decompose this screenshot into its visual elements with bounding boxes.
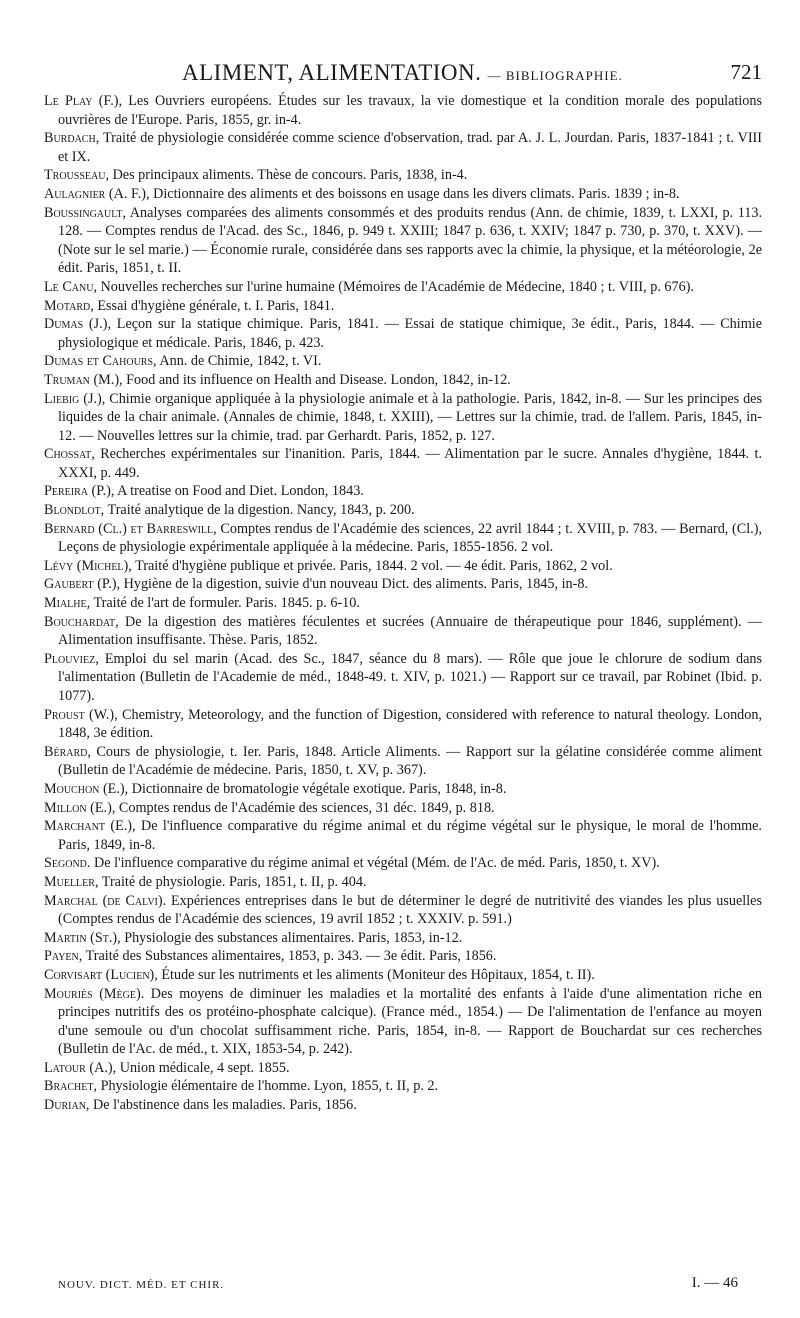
- entry-author: Truman (M.),: [44, 371, 123, 388]
- entry-author: Marchant (E.),: [44, 818, 136, 835]
- entry-text: De l'influence comparative du régime animal et du régime végétal sur le physique, le moral de l'homme. Paris, 1849, in-8.: [58, 818, 762, 853]
- bibliography-entry: [44, 557, 762, 576]
- entry-author: Liebig (J.),: [44, 390, 106, 407]
- entry-author: Mialhe,: [44, 595, 91, 612]
- bibliography-entry: [44, 315, 762, 352]
- bibliography-entry: [44, 650, 762, 706]
- bibliography-entry: [44, 297, 762, 316]
- entry-text: Des principaux aliments. Thèse de concours. Paris, 1838, in-4.: [109, 167, 468, 184]
- entry-text: Chimie organique appliquée à la physiologie animale et à la pathologie. Paris, 1842, in-8. — Sur les principes des liquides de la chair animale. (Annales de chimie, 1848, t. XXIII), — Lettres sur la chimie, trad. de l'allem. Paris, 1845, in-12. — Nouvelles lettres sur la chimie, trad. par Gerhardt. Paris, 1852, p. 127.: [58, 390, 763, 444]
- bibliography-entry: [44, 1096, 762, 1115]
- entry-author: Corvisart (Lucien),: [44, 966, 158, 983]
- entry-author: Burdach,: [44, 130, 100, 147]
- bibliography-entry: [44, 92, 762, 129]
- running-header: [44, 58, 762, 90]
- entry-text: Traité de physiologie. Paris, 1851, t. II, p. 404.: [98, 873, 367, 890]
- entry-author: Bernard (Cl.) et Barreswill,: [44, 520, 217, 537]
- entry-author: Millon (E.),: [44, 799, 116, 816]
- entry-text: Expériences entreprises dans le but de déterminer le degré de nutritivité des viandes les plus usuelles (Comptes rendus de l'Académie des sciences, 19 avril 1852 ; t. XXXIV. p. 591.): [58, 892, 762, 928]
- entry-text: Cours de physiologie, t. Ier. Paris, 1848. Article Aliments. — Rapport sur la gélatine considérée comme aliment (Bulletin de l'Académie de médecine. Paris, 1850, t. XV, p. 367).: [58, 743, 762, 779]
- entry-text: De la digestion des matières féculentes et sucrées (Annuaire de thérapeutique pour 1846, supplément). — Alimentation insuffisante. Thèse. Paris, 1852.: [58, 613, 762, 649]
- header-title-text: ALIMENT, ALIMENTATION.: [182, 60, 482, 85]
- footer-sheet-number: I. — 46: [691, 1275, 738, 1291]
- entry-text: Dictionnaire de bromatologie végétale exotique. Paris, 1848, in-8.: [128, 780, 507, 797]
- entry-text: Comptes rendus de l'Académie des sciences, 22 avril 1844 ; t. XVIII, p. 783. — Bernard, (Cl.), Leçons de physiologie expérimentale appliquée à la médecine. Paris, 1855-1856. 2 vol.: [58, 520, 762, 556]
- bibliography-entry: [44, 1077, 762, 1096]
- bibliography-entry: [44, 743, 762, 780]
- header-subtitle: — BIBLIOGRAPHIE.: [487, 68, 623, 83]
- entry-author: Martin (St.),: [44, 929, 121, 946]
- entry-text: Traité des Substances alimentaires, 1853, p. 343. — 3e édit. Paris, 1856.: [82, 948, 497, 965]
- bibliography-entry: [44, 594, 762, 613]
- entry-text: Physiologie des substances alimentaires. Paris, 1853, in-12.: [120, 929, 463, 946]
- entry-text: Dictionnaire des aliments et des boissons en usage dans les divers climats. Paris. 1839 ; in-8.: [149, 185, 680, 202]
- entry-author: Proust (W.),: [44, 706, 118, 723]
- entry-text: Traité analytique de la digestion. Nancy, 1843, p. 200.: [104, 502, 415, 519]
- bibliography-entry: [44, 166, 762, 185]
- bibliography-entry: [44, 854, 762, 873]
- entry-author: Motard,: [44, 297, 94, 314]
- entry-author: Segond.: [44, 855, 91, 872]
- bibliography-entry: [44, 1059, 762, 1078]
- entry-text: Traité de physiologie considérée comme science d'observation, trad. par A. J. L. Jourdan. Paris, 1837-1841 ; t. VIII et IX.: [58, 130, 762, 165]
- entry-text: Food and its influence on Health and Disease. London, 1842, in-12.: [122, 371, 511, 388]
- entry-author: Mouriès (Mège).: [44, 985, 145, 1002]
- entry-text: Hygiène de la digestion, suivie d'un nouveau Dict. des aliments. Paris, 1845, in-8.: [120, 576, 588, 593]
- bibliography-entry: [44, 613, 762, 650]
- footer-signature: NOUV. DICT. MÉD. ET CHIR.: [58, 1279, 225, 1291]
- entry-author: Mueller,: [44, 873, 99, 890]
- entry-text: Traité d'hygiène publique et privée. Paris, 1844. 2 vol. — 4e édit. Paris, 1862, 2 vol.: [131, 557, 613, 574]
- entry-text: Ann. de Chimie, 1842, t. VI.: [156, 353, 322, 370]
- entry-text: Nouvelles recherches sur l'urine humaine (Mémoires de l'Académie de Médecine, 1840 ; t. VIII, p. 676).: [97, 278, 694, 295]
- bibliography-entry: [44, 706, 762, 743]
- bibliography-entry: [44, 966, 762, 985]
- entry-author: Boussingault,: [44, 204, 127, 221]
- bibliography-entry: [44, 445, 762, 482]
- bibliography-entry: [44, 129, 762, 166]
- bibliography-list: [44, 92, 762, 1115]
- entry-text: Union médicale, 4 sept. 1855.: [116, 1059, 290, 1076]
- bibliography-entry: [44, 278, 762, 297]
- entry-text: Essai d'hygiène générale, t. I. Paris, 1841.: [93, 297, 335, 314]
- bibliography-entry: [44, 520, 762, 557]
- entry-author: Payen,: [44, 948, 83, 965]
- entry-author: Lévy (Michel),: [44, 557, 132, 574]
- entry-text: Des moyens de diminuer les maladies et la mortalité des enfants à l'aide d'une alimentation riche en principes nutritifs des os protéino-phosphate calcique). (France méd., 1854.) — De l'alimentation de l'enfance au moyen d'une semoule ou d'un chocolat suffisamment riche. Paris, 1854, in-8. — Rapport de Bouchardat sur ces recherches (Bulletin de l'Ac. de méd., t. XIX, 1853-54, p. 242).: [58, 985, 762, 1058]
- entry-text: Recherches expérimentales sur l'inanition. Paris, 1844. — Alimentation par le sucre. Annales d'hygiène, 1844. t. XXXI, p. 449.: [58, 446, 762, 481]
- entry-text: Comptes rendus de l'Académie des sciences, 31 déc. 1849, p. 818.: [115, 799, 495, 816]
- entry-author: Le Canu,: [44, 278, 97, 295]
- bibliography-entry: [44, 204, 762, 278]
- bibliography-entry: [44, 501, 762, 520]
- entry-author: Blondlot,: [44, 502, 105, 519]
- bibliography-entry: [44, 390, 762, 446]
- entry-author: Dumas (J.),: [44, 316, 111, 333]
- bibliography-entry: [44, 873, 762, 892]
- bibliography-entry: [44, 575, 762, 594]
- bibliography-entry: [44, 985, 762, 1059]
- entry-author: Bérard,: [44, 743, 91, 760]
- bibliography-entry: [44, 929, 762, 948]
- entry-text: A treatise on Food and Diet. London, 1843.: [114, 483, 364, 500]
- entry-text: Les Ouvriers européens. Études sur les travaux, la vie domestique et la condition morale des populations ouvrières de l'Europe. Paris, 1855, gr. in-4.: [58, 93, 762, 128]
- page-footer: [58, 1275, 738, 1291]
- entry-text: Étude sur les nutriments et les aliments (Moniteur des Hôpitaux, 1854, t. II).: [157, 966, 595, 983]
- entry-author: Bouchardat,: [44, 613, 119, 630]
- entry-author: Trousseau,: [44, 167, 110, 184]
- bibliography-entry: [44, 482, 762, 501]
- entry-author: Pereira (P.),: [44, 483, 115, 500]
- entry-author: Gaubert (P.),: [44, 576, 121, 593]
- entry-author: Latour (A.),: [44, 1059, 117, 1076]
- bibliography-entry: [44, 352, 762, 371]
- entry-author: Dumas et Cahours,: [44, 353, 157, 370]
- entry-author: Durian,: [44, 1097, 90, 1114]
- entry-author: Chossat,: [44, 446, 95, 463]
- page-number: 721: [730, 60, 762, 84]
- entry-author: Plouviez,: [44, 650, 99, 667]
- entry-text: Analyses comparées des aliments consommés et des produits rendus (Ann. de chimie, 1839, t. LXXI, p. 113. 128. — Comptes rendus de l'Acad. des Sc., 1846, p. 949 t. XXIII; 1847 p. 636, t. XXIV; 1847 p. 730, p. 370, t. XXV). — (Note sur le sel marie.) — Économie rurale, considérée dans ses rapports avec la chimie, la physique, et la météorologie, 2e édit. Paris, 1851, t. II.: [58, 204, 762, 277]
- entry-author: Marchal (de Calvi).: [44, 892, 167, 909]
- bibliography-entry: [44, 371, 762, 390]
- bibliography-entry: [44, 947, 762, 966]
- entry-author: Aulagnier (A. F.),: [44, 185, 150, 202]
- entry-text: Emploi du sel marin (Acad. des Sc., 1847, séance du 8 mars). — Rôle que joue le chlorure de sodium dans l'alimentation (Bulletin de l'Academie de méd., 1848-49. t. XIV, p. 1021.) — Rapport sur ce travail, par Robinet (Ibid. p. 1077).: [58, 650, 762, 704]
- entry-text: De l'abstinence dans les maladies. Paris, 1856.: [89, 1097, 357, 1114]
- bibliography-entry: [44, 780, 762, 799]
- entry-text: Physiologie élémentaire de l'homme. Lyon, 1855, t. II, p. 2.: [97, 1078, 439, 1095]
- entry-text: De l'influence comparative du régime animal et végétal (Mém. de l'Ac. de méd. Paris, 1850, t. XV).: [90, 855, 660, 872]
- entry-text: Leçon sur la statique chimique. Paris, 1841. — Essai de statique chimique, 3e édit., Paris, 1844. — Chimie physiologique et médicale. Paris, 1846, p. 423.: [58, 316, 762, 351]
- entry-text: Chemistry, Meteorology, and the function of Digestion, considered with reference to natural theology. London, 1848, 3e édition.: [58, 706, 762, 742]
- bibliography-entry: [44, 185, 762, 204]
- bibliography-entry: [44, 817, 762, 854]
- entry-author: Brachet,: [44, 1078, 98, 1095]
- entry-text: Traité de l'art de formuler. Paris. 1845. p. 6-10.: [90, 595, 360, 612]
- header-title: [182, 60, 623, 86]
- bibliography-entry: [44, 892, 762, 929]
- entry-author: Le Play (F.),: [44, 93, 123, 109]
- bibliography-entry: [44, 799, 762, 818]
- entry-author: Mouchon (E.),: [44, 780, 129, 797]
